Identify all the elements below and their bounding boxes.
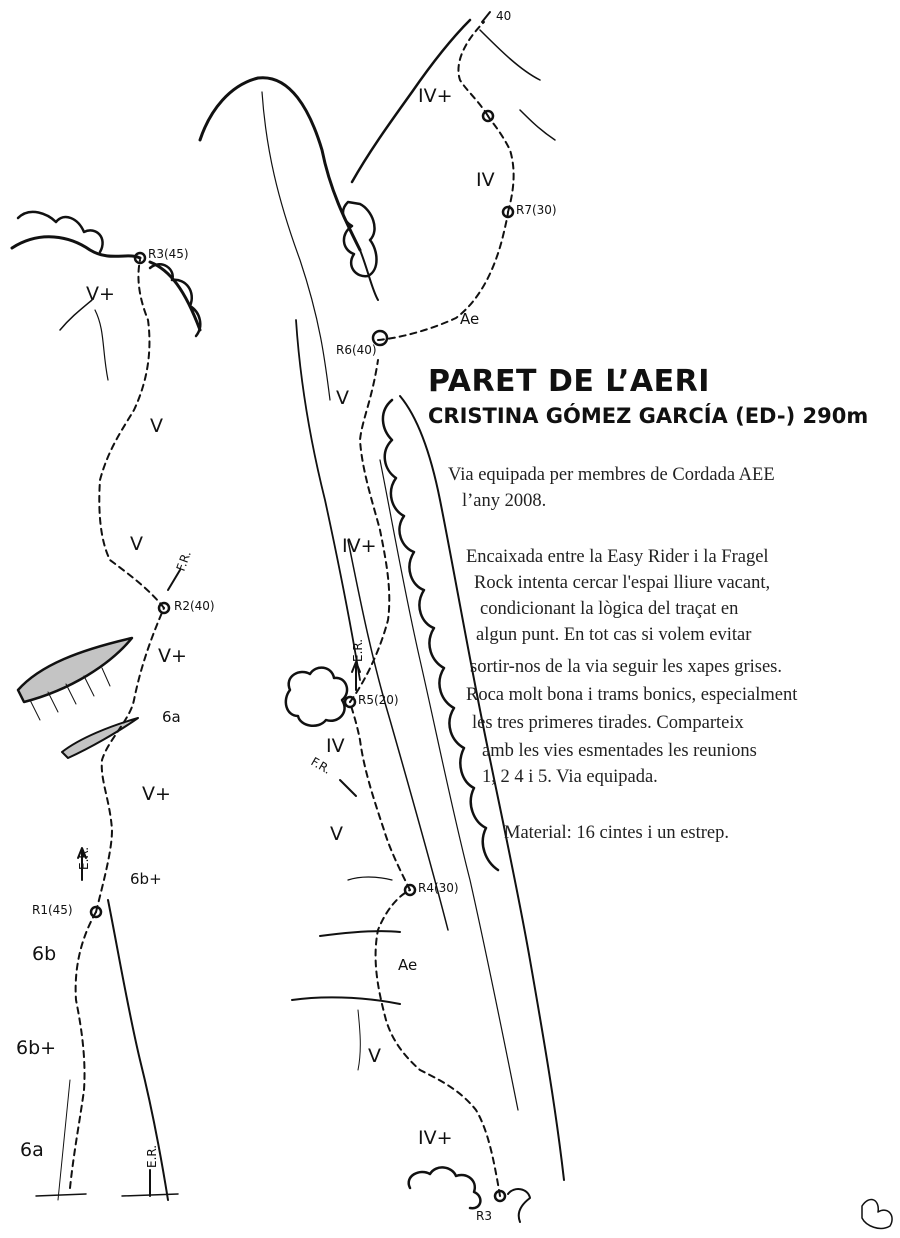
central-tower-outline xyxy=(200,78,360,250)
grade-iv-plus-mid: IV+ xyxy=(342,535,377,557)
page-title: PARET DE L’AERI xyxy=(428,364,710,399)
description-p1-line-1: Via equipada per membres de Cordada AEE xyxy=(448,465,775,485)
dihedral-line xyxy=(348,540,448,930)
grade-6a-bottom: 6a xyxy=(20,1139,44,1161)
grade-ae-top: Ae xyxy=(460,310,480,328)
label-r4: R4(30) xyxy=(418,881,459,895)
grade-iv-top: IV xyxy=(476,169,495,191)
grade-6b-plus: 6b+ xyxy=(130,870,162,888)
label-top: 40 xyxy=(496,9,512,23)
grade-iv-plus-top: IV+ xyxy=(418,85,453,107)
grade-6b: 6b xyxy=(32,943,57,965)
label-r5: R5(20) xyxy=(358,693,399,707)
description-p2-line-9: 1, 2 4 i 5. Via equipada. xyxy=(482,767,658,787)
ledge-2 xyxy=(292,997,400,1004)
grade-iv: IV xyxy=(326,735,345,757)
description-p2-line-8: amb les vies esmentades les reunions xyxy=(482,741,757,761)
ledge-1 xyxy=(320,931,400,936)
r5-bulge xyxy=(286,668,347,726)
left-crack-mid xyxy=(95,310,108,380)
label-r3-top: R3(45) xyxy=(148,247,189,261)
ground-left xyxy=(36,1194,178,1196)
description-p2-line-3: condicionant la lògica del traçat en xyxy=(480,599,739,619)
label-r7: R7(30) xyxy=(516,203,557,217)
label-r2: R2(40) xyxy=(174,599,215,613)
upper-arete-2 xyxy=(480,30,555,140)
ref-fr-left: F.R. xyxy=(173,548,194,574)
description-p2-line-4: algun punt. En tot cas si volem evitar xyxy=(476,625,752,645)
roof-overhang xyxy=(18,638,132,702)
grade-v-plus-3: V+ xyxy=(142,783,171,805)
grade-6b-plus-low: 6b+ xyxy=(16,1037,57,1059)
arrow-fr-right xyxy=(340,780,356,796)
grade-v-bottom: V xyxy=(368,1045,381,1067)
arrow-top xyxy=(482,12,490,22)
description-p1-line-2: l’any 2008. xyxy=(462,491,547,511)
description-p2-line-2: Rock intenta cercar l'espai lliure vacant, xyxy=(474,573,771,593)
signature-mark xyxy=(862,1199,892,1228)
description-p2-line-6: Roca molt bona i trams bonics, especialment xyxy=(466,685,798,705)
grade-iv-plus-bottom: IV+ xyxy=(418,1127,453,1149)
ledge-3 xyxy=(348,877,392,880)
description-p2-line-5: sortir-nos de la via seguir les xapes grises. xyxy=(470,657,782,677)
central-tower-crack xyxy=(262,92,330,400)
small-overhang xyxy=(62,718,138,758)
grade-v-2: V xyxy=(150,415,163,437)
ref-er-bottom: E.R. xyxy=(145,1144,159,1168)
arrow-fr-left xyxy=(168,570,180,590)
left-edge-lower xyxy=(108,900,168,1200)
left-rock-cloud-2 xyxy=(150,264,200,336)
bottom-bush xyxy=(409,1167,481,1208)
ref-fr-right: F.R. xyxy=(308,754,334,777)
ref-er-left: E.R. xyxy=(77,846,91,870)
left-edge-lower-2 xyxy=(58,1080,70,1200)
route-subtitle: CRISTINA GÓMEZ GARCÍA (ED-) 290m xyxy=(428,404,869,428)
label-r1: R1(45) xyxy=(32,903,73,917)
grade-v-mid: V xyxy=(330,823,343,845)
label-r3-bottom: R3 xyxy=(476,1209,492,1223)
bottom-bush-2 xyxy=(508,1189,530,1222)
description-p2-line-7: les tres primeres tirades. Comparteix xyxy=(472,713,744,733)
rock-bulge-1 xyxy=(343,202,376,276)
ledge-4 xyxy=(358,1010,360,1070)
grade-v-plus-2: V+ xyxy=(158,645,187,667)
label-r6: R6(40) xyxy=(336,343,377,357)
grade-v-1: V xyxy=(130,533,143,555)
grade-v-upper: V xyxy=(336,387,349,409)
description-p2-line-1: Encaixada entre la Easy Rider i la Fragel xyxy=(466,547,769,567)
grade-v-plus-top: V+ xyxy=(86,283,115,305)
central-tower-inner xyxy=(296,320,360,680)
grade-ae-low: Ae xyxy=(398,956,418,974)
left-rock-cloud-1 xyxy=(18,212,103,252)
description-material: Material: 16 cintes i un estrep. xyxy=(504,823,730,843)
grade-6a-2: 6a xyxy=(162,708,181,726)
ref-er-right: E.R. xyxy=(351,638,365,662)
